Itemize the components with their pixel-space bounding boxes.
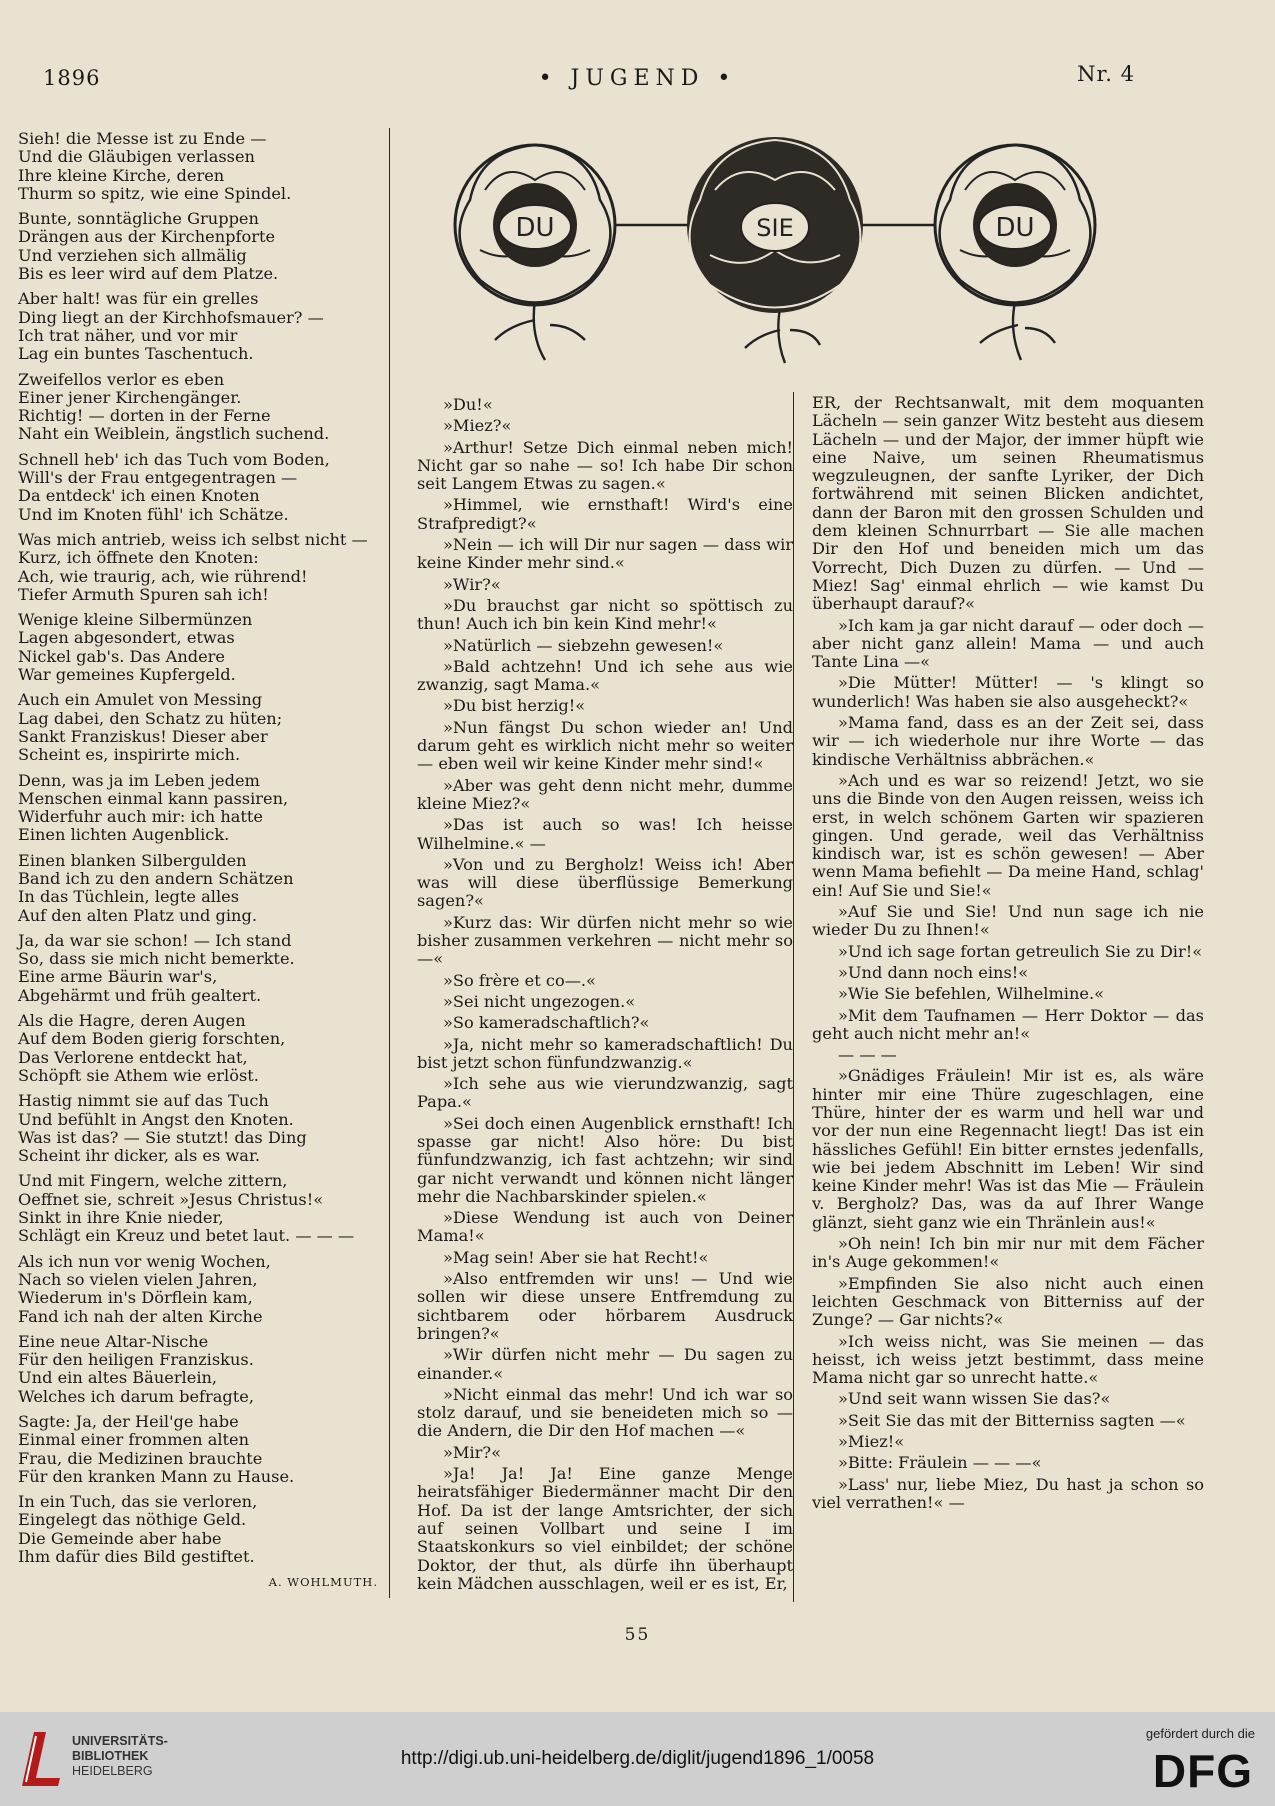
library-name-line2: BIBLIOTHEK — [72, 1749, 149, 1763]
emblem-text-left: DU — [515, 213, 555, 243]
poem-line: Bis es leer wird auf dem Platze. — [18, 264, 279, 284]
dialogue-paragraph: »Miez?« — [443, 416, 512, 436]
poem-column — [18, 130, 378, 1592]
poem-line: Nickel gab's. Das Andere — [18, 646, 225, 666]
poem-stanza — [18, 130, 378, 203]
dialogue-paragraph: »Bitte: Fräulein — — —« — [838, 1453, 1042, 1473]
poem-line: Fand ich nah der alten Kirche — [18, 1306, 263, 1326]
poem-line: War gemeines Kupfergeld. — [18, 665, 236, 685]
funding-caption: gefördert durch die — [1145, 1726, 1255, 1741]
dialogue-paragraph: »Und dann noch eins!« — [838, 962, 1029, 982]
poem-stanza — [18, 932, 378, 1005]
poem-line: Ihre kleine Kirche, deren — [18, 165, 225, 185]
emblem-text-right: DU — [995, 213, 1035, 243]
poem-line: Frau, die Medizinen brauchte — [18, 1448, 263, 1468]
poem-line: Was mich antrieb, weiss ich selbst nicht — — [18, 529, 368, 549]
dialogue-paragraph: »Von und zu Bergholz! Weiss ich! Aber was will diese überflüssige Bemerkung sagen?« — [417, 854, 793, 911]
dialogue-paragraph: »Ich kam ja gar nicht darauf — oder doch — aber nicht ganz allein! Mama — und auch Tante Lina —« — [812, 615, 1204, 672]
poem-stanza — [18, 1092, 378, 1165]
dialogue-paragraph: »So kameradschaftlich?« — [443, 1013, 650, 1033]
poem-line: Zweifellos verlor es eben — [18, 369, 225, 389]
column-rule-left — [389, 128, 390, 1598]
poem-line: Als ich nun vor wenig Wochen, — [18, 1251, 271, 1271]
poem-line: Wiederum in's Dörflein kam, — [18, 1288, 253, 1308]
poem-line: So, dass sie mich nicht bemerkte. — [18, 949, 295, 969]
poem-line: Denn, was ja im Leben jedem — [18, 770, 260, 790]
poem-line: Sagte: Ja, der Heil'ge habe — [18, 1412, 239, 1431]
dialogue-paragraph: — — — — [838, 1045, 897, 1065]
dialogue-column-right — [812, 394, 1204, 1515]
poem-line: Einen blanken Silbergulden — [18, 850, 247, 870]
poem-line: Für den heiligen Franziskus. — [18, 1350, 254, 1370]
dialogue-paragraph: »Arthur! Setze Dich einmal neben mich! Nicht gar so nahe — so! Ich habe Dir schon seit Langem Etwas zu sagen.« — [417, 437, 793, 494]
dialogue-paragraph: »Auf Sie und Sie! Und nun sage ich nie wieder Du zu Ihnen!« — [812, 902, 1204, 940]
dialogue-paragraph: »Ach und es war so reizend! Jetzt, wo sie uns die Binde von den Augen reissen, weiss ich erst, in welch schönem Garten wir spazieren gingen. Und gerade, weil das Verhältniss kindisch war, ist es schön gewesen! — Aber wenn Mama befiehlt — Da meine Hand, schlag' ein! Auf Sie und Sie!« — [812, 770, 1204, 900]
dialogue-paragraph: »Nein — ich will Dir nur sagen — dass wir keine Kinder mehr sind.« — [417, 535, 793, 573]
dialogue-paragraph: »Sei doch einen Augenblick ernsthaft! Ich spasse gar nicht! Also höre: Du bist fünfundzwanzig, ich fast achtzehn; wir sind gar nicht verwandt und können nicht länger mehr die Nachbarskinder spielen.« — [417, 1113, 793, 1206]
poem-stanza — [18, 210, 378, 283]
poem-stanza — [18, 371, 378, 444]
poem-line: Aber halt! was für ein grelles — [18, 289, 259, 309]
viewer-footer — [0, 1712, 1275, 1806]
poem-line: Einer jener Kirchengänger. — [18, 387, 242, 407]
dialogue-paragraph: »Ja, nicht mehr so kameradschaftlich! Du bist jetzt schon fünfundzwanzig.« — [417, 1034, 793, 1072]
dialogue-paragraph: »Mit dem Taufnamen — Herr Doktor — das geht auch nicht mehr an!« — [812, 1005, 1204, 1043]
poem-stanza — [18, 531, 378, 604]
poem-line: Und im Knoten fühl' ich Schätze. — [18, 504, 289, 524]
issue-number: Nr. 4 — [1077, 62, 1135, 86]
dialogue-paragraph: »Oh nein! Ich bin mir nur mit dem Fächer in's Auge gekommen!« — [812, 1234, 1204, 1272]
poem-stanza — [18, 1493, 378, 1566]
poem-stanza — [18, 1333, 378, 1406]
dialogue-paragraph: »Also entfremden wir uns! — Und wie sollen wir diese unsere Entfremdung zu sichtbarem oder hörbarem Ausdruck bringen?« — [417, 1269, 793, 1343]
dialogue-paragraph: »Mir?« — [443, 1442, 501, 1462]
library-name-line3: HEIDELBERG — [72, 1764, 153, 1778]
poem-line: Scheint ihr dicker, als es war. — [18, 1146, 261, 1166]
poem-line: Richtig! — dorten in der Ferne — [18, 406, 271, 426]
poem-line: In das Tüchlein, legte alles — [18, 887, 240, 907]
poem-line: Band ich zu den andern Schätzen — [18, 868, 294, 888]
dialogue-paragraph: »Ich weiss nicht, was Sie meinen — das heisst, ich weiss jetzt bestimmt, dass meine Mama nicht gar so unrecht hatte.« — [812, 1331, 1204, 1388]
poem-line: Lag ein buntes Taschentuch. — [18, 344, 254, 364]
poem-line: Auf den alten Platz und ging. — [18, 905, 257, 925]
rose-emblem-illustration — [440, 130, 1130, 370]
poem-line: Scheint es, inspirirte mich. — [18, 745, 241, 765]
permalink-url[interactable]: http://digi.ub.uni-heidelberg.de/diglit/jugend1896_1/0058 — [400, 1748, 875, 1769]
poem-line: Widerfuhr auch mir: ich hatte — [18, 807, 263, 827]
dialogue-paragraph: »Das ist auch so was! Ich heisse Wilhelmine.« — — [417, 815, 793, 853]
dialogue-paragraph: »Aber was geht denn nicht mehr, dumme kleine Miez?« — [417, 775, 793, 813]
dialogue-paragraph: »Wir dürfen nicht mehr — Du sagen zu einander.« — [417, 1345, 793, 1383]
poem-line: Schnell heb' ich das Tuch vom Boden, — [18, 449, 330, 469]
poem-line: Menschen einmal kann passiren, — [18, 788, 289, 808]
issue-year: 1896 — [43, 66, 101, 90]
page-number: 55 — [624, 1625, 651, 1645]
poem-line: Schöpft sie Athem wie erlöst. — [18, 1065, 259, 1085]
poem-line: Und mit Fingern, welche zittern, — [18, 1171, 288, 1191]
poem-stanza — [18, 611, 378, 684]
dialogue-paragraph: »Nicht einmal das mehr! Und ich war so stolz darauf, und sie beneideten mich so — die Andern, die Dir den Hof machen —« — [417, 1384, 793, 1441]
dfg-logo[interactable]: DFG — [1152, 1745, 1253, 1797]
poem-line: Sieh! die Messe ist zu Ende — — [18, 129, 267, 148]
poem-line: Einmal einer frommen alten — [18, 1430, 250, 1450]
poem-line: Abgehärmt und früh gealtert. — [18, 985, 262, 1005]
magazine-title: • JUGEND • — [538, 66, 737, 91]
dialogue-paragraph: ER, der Rechtsanwalt, mit dem moquanten Lächeln — sein ganzer Witz besteht aus diesem Lächeln — und der Major, der immer hüpft wie eine Naive, um seinen Rheumatismus wegzuleugnen, der sanfte Lyriker, der Dich fortwährend mit seinen Blicken andichtet, dann der Baron mit den grossen Schulden und dem kleinen Schnurrbart — Sie alle machen Dir den Hof und beneiden mich um das Vorrecht, Dich Duzen zu dürfen. — Und — Miez! Sag' einmal ehrlich — wie kamst Du überhaupt darauf?« — [812, 393, 1204, 614]
poem-line: Wenige kleine Silbermünzen — [18, 610, 253, 630]
poem-line: Einen lichten Augenblick. — [18, 825, 230, 845]
poem-line: Eine neue Altar-Nische — [18, 1331, 209, 1351]
poem-line: Das Verlorene entdeckt hat, — [18, 1047, 248, 1067]
dialogue-paragraph: »Du!« — [443, 395, 493, 414]
poem-line: Ihm dafür dies Bild gestiftet. — [18, 1547, 255, 1567]
poem-stanza — [18, 691, 378, 764]
emblem-text-center: SIE — [756, 214, 794, 242]
poem-stanza — [18, 1172, 378, 1245]
library-name-line1: UNIVERSITÄTS- — [72, 1734, 168, 1748]
poem-line: Ja, da war sie schon! — Ich stand — [18, 930, 292, 950]
column-rule-right — [793, 392, 794, 1602]
rose-center — [687, 137, 863, 313]
dialogue-paragraph: »Und seit wann wissen Sie das?« — [838, 1389, 1111, 1409]
poem-line: Auch ein Amulet von Messing — [18, 690, 263, 710]
poem-stanza — [18, 772, 378, 845]
poem-line: Eine arme Bäurin war's, — [18, 967, 218, 987]
rose-left — [455, 145, 615, 305]
poem-line: Naht ein Weiblein, ängstlich suchend. — [18, 424, 330, 444]
poem-line: Sinkt in ihre Knie nieder, — [18, 1208, 224, 1228]
poem-line: Ach, wie traurig, ach, wie rührend! — [18, 566, 308, 586]
dialogue-paragraph: »Miez!« — [838, 1432, 905, 1452]
poem-line: Lagen abgesondert, etwas — [18, 628, 235, 648]
dialogue-paragraph: »Du brauchst gar nicht so spöttisch zu thun! Auch ich bin kein Kind mehr!« — [417, 595, 793, 634]
poem-line: Sankt Franziskus! Dieser aber — [18, 726, 268, 746]
poem-line: Da entdeck' ich einen Knoten — [18, 486, 260, 506]
poem-line: Hastig nimmt sie auf das Tuch — [18, 1091, 269, 1111]
dialogue-paragraph: »Mag sein! Aber sie hat Recht!« — [443, 1247, 709, 1267]
dialogue-paragraph: »Und ich sage fortan getreulich Sie zu Dir!« — [838, 941, 1203, 961]
poem-line: Als die Hagre, deren Augen — [18, 1011, 246, 1031]
dialogue-paragraph: »Wir?« — [443, 574, 501, 594]
dialogue-paragraph: »Natürlich — siebzehn gewesen!« — [443, 635, 724, 655]
poem-line: Für den kranken Mann zu Hause. — [18, 1466, 295, 1486]
dialogue-paragraph: »Sei nicht ungezogen.« — [443, 991, 636, 1011]
dialogue-paragraph: »Du bist herzig!« — [443, 696, 586, 716]
dialogue-paragraph: »Gnädiges Fräulein! Mir ist es, als wäre hinter mir eine Thüre zugeschlagen, eine Thüre, hinter der es warm und hell war und vor der nun eine Regennacht liegt! Das ist ein hässliches Gefühl! Ein bitter ernstes jedenfalls, wie bei jedem Abschnitt im Leben! Wir sind keine Kinder mehr! Was ist das Mie — Fräulein v. Bergholz? Das, was da auf Ihrer Wange glänzt, sieht ganz wie ein Thränlein aus!« — [812, 1066, 1204, 1232]
poem-line: Lag dabei, den Schatz zu hüten; — [18, 708, 283, 728]
poem-line: Ding liegt an der Kirchhofsmauer? — — [18, 307, 324, 327]
poem-stanza — [18, 1253, 378, 1326]
poem-line: Die Gemeinde aber habe — [18, 1528, 222, 1548]
poem-line: Tiefer Armuth Spuren sah ich! — [18, 584, 269, 604]
dialogue-paragraph: »Ich sehe aus wie vierundzwanzig, sagt Papa.« — [417, 1074, 793, 1112]
dialogue-paragraph: »Die Mütter! Mütter! — 's klingt so wunderlich! Was haben sie also ausgeheckt?« — [812, 673, 1204, 711]
poem-line: Und verziehen sich allmälig — [18, 245, 247, 265]
poem-line: Oeffnet sie, schreit »Jesus Christus!« — [18, 1189, 324, 1209]
poem-line: Bunte, sonntägliche Gruppen — [18, 209, 259, 229]
poem-line: Und die Gläubigen verlassen — [18, 147, 255, 167]
dialogue-paragraph: »Empfinden Sie also nicht auch einen leichten Geschmack von Bitterniss auf der Zunge? — Gar nichts?« — [812, 1273, 1204, 1330]
dialogue-paragraph: »Diese Wendung ist auch von Deiner Mama!« — [417, 1208, 793, 1246]
poem-line: Auf dem Boden gierig forschten, — [18, 1029, 286, 1049]
poem-line: Schlägt ein Kreuz und betet laut. — — — — [18, 1226, 355, 1246]
dialogue-paragraph: »Wie Sie befehlen, Wilhelmine.« — [838, 984, 1105, 1004]
poem-line: Und befühlt in Angst den Knoten. — [18, 1109, 294, 1129]
poem-line: Thurm so spitz, wie eine Spindel. — [18, 183, 292, 203]
poem-line: Was ist das? — Sie stutzt! das Ding — [18, 1127, 307, 1147]
dialogue-paragraph: »Bald achtzehn! Und ich sehe aus wie zwanzig, sagt Mama.« — [417, 656, 793, 695]
poem-line: Eingelegt das nöthige Geld. — [18, 1510, 247, 1530]
rose-right — [935, 145, 1095, 305]
dialogue-paragraph: »Lass' nur, liebe Miez, Du hast ja schon so viel verrathen!« — — [812, 1474, 1204, 1512]
dialogue-column-middle — [417, 396, 793, 1596]
poem-line: Will's der Frau entgegentragen — — [18, 468, 298, 488]
dialogue-paragraph: »Seit Sie das mit der Bitterniss sagten —« — [838, 1410, 1186, 1430]
poem-line: Und ein altes Bäuerlein, — [18, 1368, 218, 1388]
dialogue-paragraph: »Himmel, wie ernsthaft! Wird's eine Strafpredigt?« — [417, 495, 793, 533]
poem-stanza — [18, 290, 378, 363]
poem-line: Ich trat näher, und vor mir — [18, 325, 238, 345]
poem-stanza — [18, 451, 378, 524]
poem-stanza — [18, 852, 378, 925]
poem-line: In ein Tuch, das sie verloren, — [18, 1492, 258, 1512]
poem-author: A. WOHLMUTH. — [268, 1575, 378, 1590]
dialogue-paragraph: »So frère et co—.« — [443, 970, 596, 990]
poem-stanza — [18, 1413, 378, 1486]
poem-line: Kurz, ich öffnete den Knoten: — [18, 548, 259, 568]
poem-line: Welches ich darum befragte, — [18, 1386, 254, 1406]
dialogue-paragraph: »Mama fand, dass es an der Zeit sei, dass wir — ich wiederhole nur ihre Worte — das kindische Verhältniss abbrächen.« — [812, 713, 1204, 769]
poem-line: Drängen aus der Kirchenpforte — [18, 227, 276, 247]
poem-line: Nach so vielen vielen Jahren, — [18, 1269, 258, 1289]
dialogue-paragraph: »Kurz das: Wir dürfen nicht mehr so wie bisher zusammen verkehren — nicht mehr so —« — [417, 912, 793, 969]
dialogue-paragraph: »Ja! Ja! Ja! Eine ganze Menge heiratsfähiger Biedermänner macht Dir den Hof. Da ist der lange Amtsrichter, der sich auf seinen Vollbart und seine I im Staatskonkurs so viel einbildet; der schöne Doktor, der thut, als dürfe ihn überhaupt kein Mädchen ausschlagen, weil er es ist, Er, — [417, 1464, 793, 1593]
dialogue-paragraph: »Nun fängst Du schon wieder an! Und darum geht es wirklich nicht mehr so weiter — eben weil wir keine Kinder mehr sind!« — [417, 717, 793, 774]
poem-stanza — [18, 1012, 378, 1085]
